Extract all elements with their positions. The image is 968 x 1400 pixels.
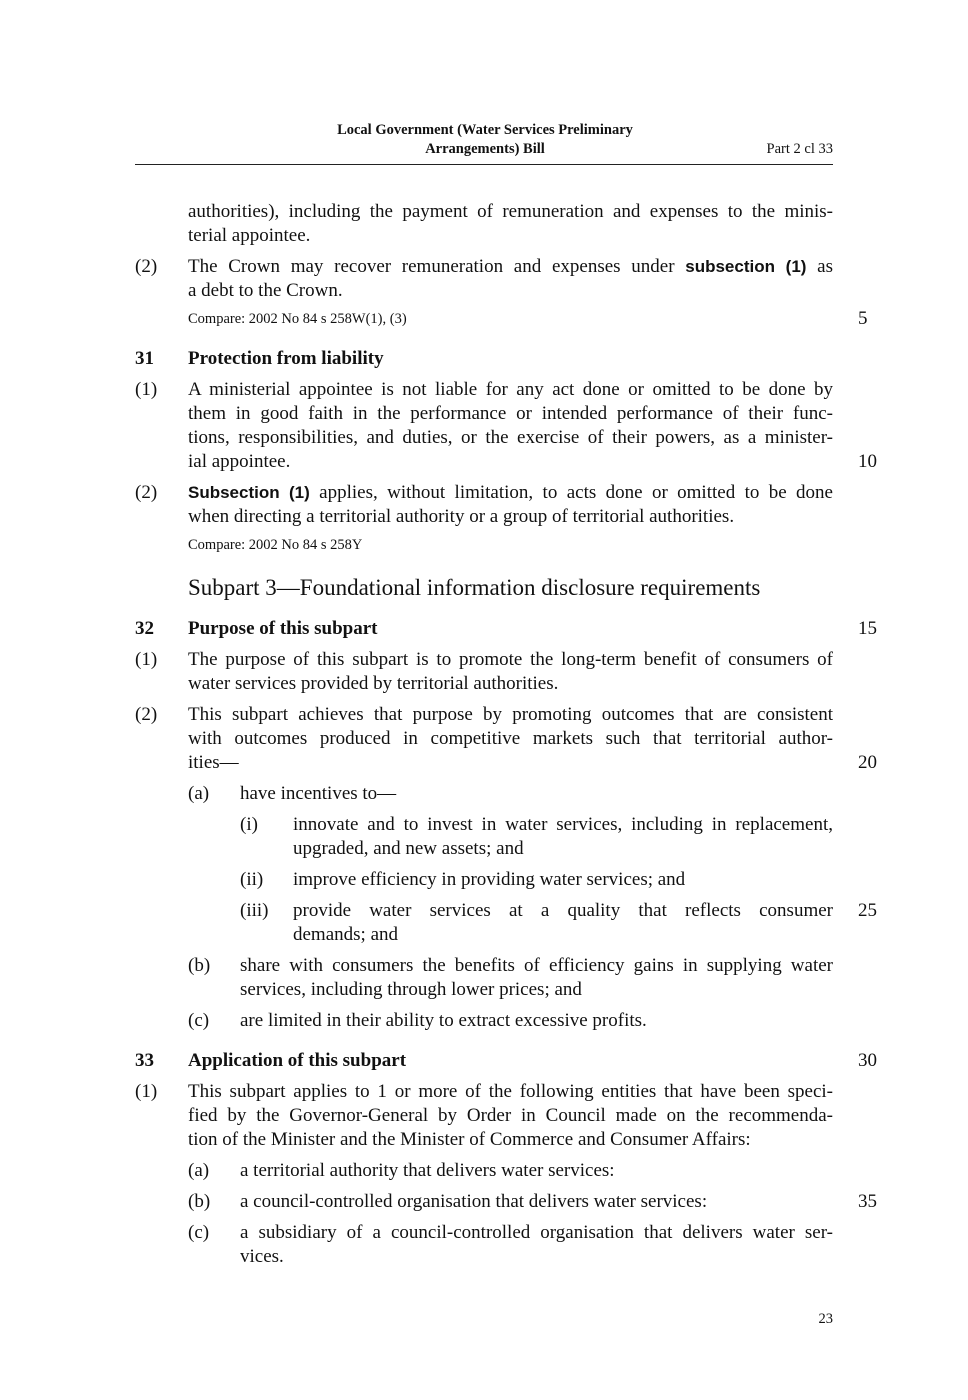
text-line [188, 200, 833, 224]
running-header-title [290, 121, 680, 159]
text-run: Compare: 2002 No 84 s 258W(1), (3) [188, 311, 407, 327]
subparagraph [135, 868, 833, 892]
line-text [188, 617, 833, 641]
text-line [188, 255, 833, 279]
text-run: innovate and to invest in water services, including in replacement, [293, 814, 833, 835]
text-line [188, 279, 833, 303]
section-heading [135, 347, 833, 371]
text-line [188, 450, 877, 474]
text-line [240, 1245, 833, 1269]
text-line [293, 813, 833, 837]
line-text [293, 837, 833, 861]
cross-reference: subsection (1) [685, 257, 807, 276]
text-line [240, 1009, 833, 1033]
text-line [188, 1128, 833, 1152]
line-text [240, 1009, 833, 1033]
header-title-line-1: Local Government (Water Services Preliminary [337, 122, 633, 138]
line-text [188, 450, 833, 474]
text-line [188, 378, 833, 402]
text-line [188, 727, 833, 751]
line-text [188, 505, 833, 529]
line-text [188, 533, 833, 557]
compare-note [135, 533, 833, 557]
text-line [188, 751, 877, 775]
line-text [293, 813, 833, 837]
line-text [240, 1221, 833, 1245]
line-text [240, 1190, 833, 1214]
paragraph [135, 1190, 877, 1214]
text-run: improve efficiency in providing water services; and [293, 869, 686, 890]
text-line [293, 868, 833, 892]
line-text [188, 1104, 833, 1128]
section-heading [135, 617, 877, 641]
line-text [188, 672, 833, 696]
text-run: provide water services at a quality that reflects consumer [293, 900, 833, 921]
line-text [188, 727, 833, 751]
text-run: as [806, 256, 833, 277]
paragraph [135, 954, 833, 1002]
text-run: share with consumers the benefits of efficiency gains in supplying water [240, 955, 833, 976]
text-run: The purpose of this subpart is to promote the long-term benefit of consumers of [188, 649, 833, 670]
text-line [188, 426, 833, 450]
text-run: tion of the Minister and the Minister of Commerce and Consumer Affairs: [188, 1129, 751, 1150]
text-run: Protection from liability [188, 348, 384, 369]
line-text [188, 648, 833, 672]
text-run: a territorial authority that delivers water services: [240, 1160, 615, 1181]
text-run: ial appointee. [188, 451, 291, 472]
text-line [188, 617, 877, 641]
text-line [188, 505, 833, 529]
provision-label: (c) [188, 1222, 210, 1243]
text-line [240, 978, 833, 1002]
text-run: Subpart 3—Foundational information disclosure requirements [188, 575, 761, 600]
text-line [293, 923, 833, 947]
line-text [188, 703, 833, 727]
text-run: ities— [188, 752, 239, 773]
text-run: a council-controlled organisation that delivers water services: [240, 1191, 708, 1212]
text-run: when directing a territorial authority or a group of territorial authorities. [188, 506, 735, 527]
text-line [240, 1159, 833, 1183]
margin-line-number: 25 [858, 900, 877, 921]
cross-reference: Subsection (1) [188, 483, 310, 502]
text-run: fied by the Governor-General by Order in Council made on the recommenda- [188, 1105, 833, 1126]
line-text [188, 279, 833, 303]
line-text [188, 255, 833, 279]
section-number: 33 [135, 1050, 154, 1071]
text-run: are limited in their ability to extract excessive profits. [240, 1010, 647, 1031]
text-line [188, 703, 833, 727]
provision-label: (i) [240, 814, 258, 835]
provision [135, 255, 833, 303]
provision-label: (2) [135, 704, 158, 725]
text-line [188, 402, 833, 426]
subpart-heading [135, 573, 833, 603]
text-run: tions, responsibilities, and duties, or the exercise of their powers, as a minister- [188, 427, 833, 448]
provision-label: (b) [188, 1191, 211, 1212]
text-line [188, 672, 833, 696]
text-run: a debt to the Crown. [188, 280, 343, 301]
line-text [293, 923, 833, 947]
line-text [240, 1159, 833, 1183]
margin-line-number: 10 [858, 451, 877, 472]
provision [135, 1080, 833, 1152]
compare-note [135, 307, 868, 331]
text-line [188, 347, 833, 371]
provision-label: (c) [188, 1010, 210, 1031]
text-line [240, 782, 833, 806]
provision-label: (1) [135, 1081, 158, 1102]
provision [135, 703, 877, 775]
line-text [188, 200, 833, 224]
document-body [135, 193, 877, 1269]
provision [135, 481, 833, 529]
text-run: have incentives to— [240, 783, 397, 804]
line-text [240, 782, 833, 806]
line-text [188, 426, 833, 450]
text-line [188, 1104, 833, 1128]
text-run: applies, without limitation, to acts done or omitted to be done [309, 482, 833, 503]
provision-label: (a) [188, 783, 210, 804]
margin-line-number: 30 [858, 1050, 877, 1071]
line-text [188, 1128, 833, 1152]
line-text [188, 224, 833, 248]
text-run: A ministerial appointee is not liable for any act done or omitted to be done by [188, 379, 833, 400]
text-line [188, 1049, 877, 1073]
line-text [188, 751, 833, 775]
line-text [240, 954, 833, 978]
provision-label: (2) [135, 482, 158, 503]
text-line [188, 573, 833, 603]
page-number: 23 [818, 1311, 833, 1327]
text-run: water services provided by territorial authorities. [188, 673, 559, 694]
text-run: with outcomes produced in competitive markets such that territorial author- [188, 728, 833, 749]
section-number: 32 [135, 618, 154, 639]
text-run: Application of this subpart [188, 1050, 407, 1071]
line-text [240, 978, 833, 1002]
text-run: them in good faith in the performance or intended performance of their func- [188, 403, 833, 424]
line-text [188, 347, 833, 371]
text-line [188, 224, 833, 248]
subparagraph [135, 899, 877, 947]
text-line [188, 307, 868, 331]
provision [135, 378, 877, 474]
line-text [188, 402, 833, 426]
text-line [240, 1221, 833, 1245]
text-line [240, 1190, 877, 1214]
text-run: terial appointee. [188, 225, 311, 246]
line-text [188, 1049, 833, 1073]
text-run: The Crown may recover remuneration and expenses under [188, 256, 686, 277]
text-line [293, 837, 833, 861]
paragraph [135, 1159, 833, 1183]
text-run: Purpose of this subpart [188, 618, 378, 639]
line-text [188, 1080, 833, 1104]
text-line [293, 899, 877, 923]
paragraph [135, 782, 833, 806]
provision-label: (ii) [240, 869, 264, 890]
line-text [188, 481, 833, 505]
line-text [293, 868, 833, 892]
provision-label: (2) [135, 256, 158, 277]
text-line [240, 954, 833, 978]
text-run: a subsidiary of a council-controlled organisation that delivers water ser- [240, 1222, 833, 1243]
header-rule [135, 164, 833, 165]
paragraph [135, 1221, 833, 1269]
provision-label: (b) [188, 955, 211, 976]
provision [135, 648, 833, 696]
line-text [188, 573, 833, 603]
text-run: services, including through lower prices; and [240, 979, 582, 1000]
provision [135, 200, 833, 248]
header-title-line-2: Arrangements) Bill [425, 141, 545, 157]
provision-label: (1) [135, 379, 158, 400]
margin-line-number: 5 [858, 308, 868, 329]
text-run: This subpart achieves that purpose by promoting outcomes that are consistent [188, 704, 833, 725]
text-run: demands; and [293, 924, 399, 945]
provision-label: (iii) [240, 900, 269, 921]
text-line [188, 1080, 833, 1104]
subparagraph [135, 813, 833, 861]
text-line [188, 533, 833, 557]
line-text [293, 899, 833, 923]
section-heading [135, 1049, 877, 1073]
margin-line-number: 15 [858, 618, 877, 639]
provision-label: (1) [135, 649, 158, 670]
text-line [188, 481, 833, 505]
paragraph [135, 1009, 833, 1033]
line-text [188, 378, 833, 402]
line-text [240, 1245, 833, 1269]
provision-label: (a) [188, 1160, 210, 1181]
text-line [188, 648, 833, 672]
text-run: authorities), including the payment of remuneration and expenses to the minis- [188, 201, 833, 222]
margin-line-number: 20 [858, 752, 877, 773]
section-number: 31 [135, 348, 154, 369]
header-part-reference: Part 2 cl 33 [766, 141, 833, 157]
text-run: This subpart applies to 1 or more of the following entities that have been speci- [188, 1081, 833, 1102]
line-text [188, 307, 833, 331]
text-run: Compare: 2002 No 84 s 258Y [188, 537, 363, 553]
text-run: upgraded, and new assets; and [293, 838, 524, 859]
margin-line-number: 35 [858, 1191, 877, 1212]
text-run: vices. [240, 1246, 284, 1267]
